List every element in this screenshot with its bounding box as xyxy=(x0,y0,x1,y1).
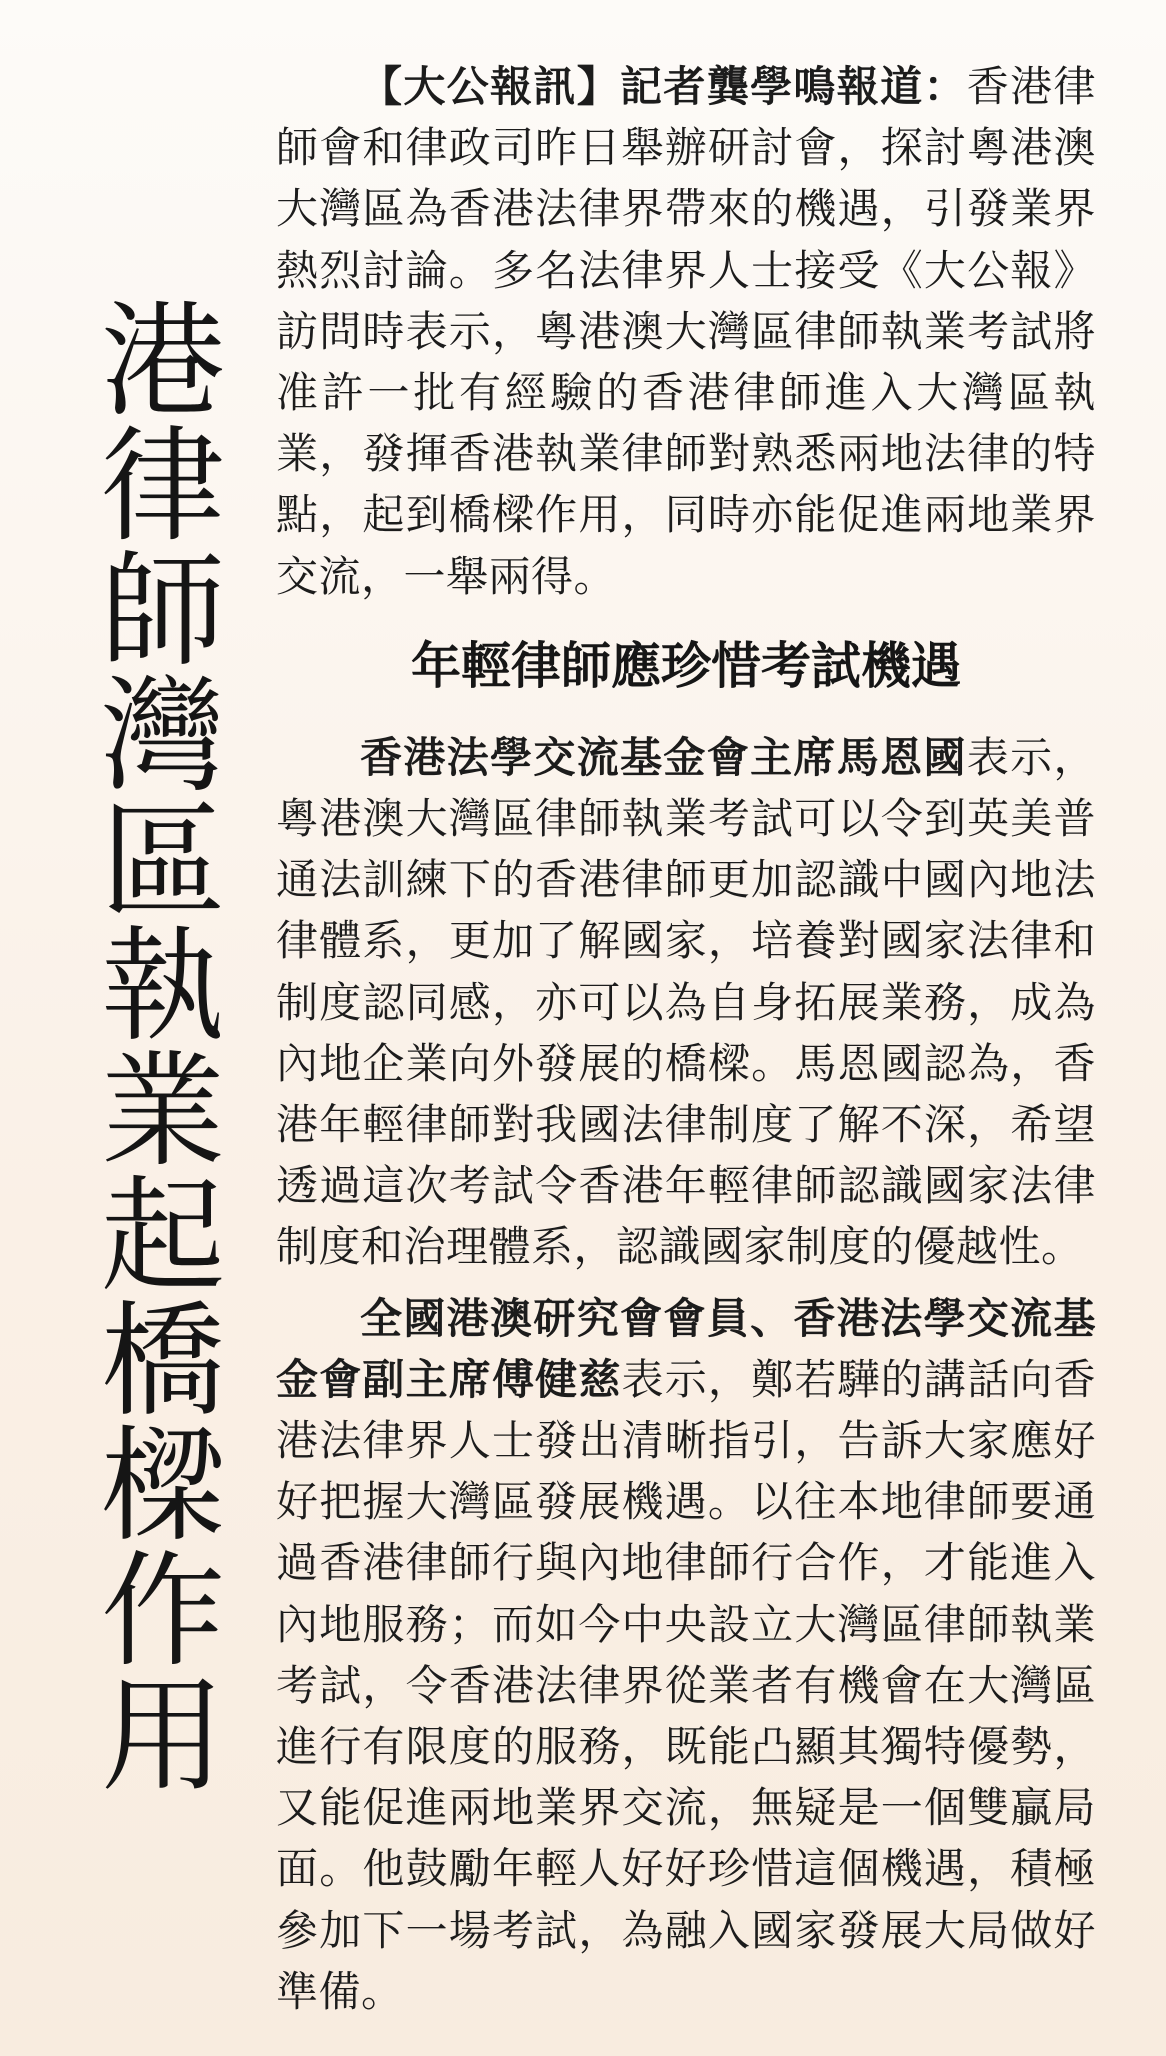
headline-char: 師 xyxy=(100,540,225,684)
headline-char: 樑 xyxy=(100,1415,225,1559)
dateline: 【大公報訊】記者龔學鳴報道： xyxy=(360,62,967,111)
vertical-headline xyxy=(88,290,238,1809)
lead-text: 香港律師會和律政司昨日舉辦研討會，探討粵港澳大灣區為香港法律界帶來的機遇，引發業界熱烈討論。多名法律界人士接受《大公報》訪問時表示，粵港澳大灣區律師執業考試將准許一批有經驗的香港律師進入大灣區執業，發揮香港執業律師對熟悉兩地法律的特點，起到橋樑作用，同時亦能促進兩地業界交流，一舉兩得。 xyxy=(276,62,1096,601)
headline-char: 業 xyxy=(100,1040,225,1184)
subheading: 年輕律師應珍惜考試機遇 xyxy=(411,636,961,695)
paragraph-ma-yan-kwok xyxy=(276,727,1096,1278)
headline-char: 灣 xyxy=(100,665,225,809)
headline-char: 作 xyxy=(100,1540,225,1684)
headline-char: 律 xyxy=(100,415,225,559)
paragraph-text: 表示，鄭若驊的講話向香港法律界人士發出清晰指引，告訴大家應好好把握大灣區發展機遇。以往本地律師要通過香港律師行與內地律師行合作，才能進入內地服務；而如今中央設立大灣區律師執業考試，令香港法律界從業者有機會在大灣區進行有限度的服務，既能凸顯其獨特優勢，又能促進兩地業界交流，無疑是一個雙贏局面。他鼓勵年輕人好好珍惜這個機遇，積極參加下一場考試，為融入國家發展大局做好準備。 xyxy=(276,1354,1096,2016)
headline-char: 起 xyxy=(100,1165,225,1309)
speaker-name: 全國港澳研究會會員、香港法學交流基金會副主席傅健慈 xyxy=(276,1293,1096,1404)
paragraph-fu-kin-chi xyxy=(276,1288,1096,2022)
headline-char: 用 xyxy=(100,1665,225,1809)
paragraph-text: 表示，粵港澳大灣區律師執業考試可以令到英美普通法訓練下的香港律師更加認識中國內地法律體系，更加了解國家，培養對國家法律和制度認同感，亦可以為自身拓展業務，成為內地企業向外發展的橋樑。馬恩國認為，香港年輕律師對我國法律制度了解不深，希望透過這次考試令香港年輕律師認識國家法律制度和治理體系，認識國家制度的優越性。 xyxy=(276,732,1096,1272)
headline-char: 執 xyxy=(100,915,225,1059)
headline-char: 橋 xyxy=(100,1290,225,1434)
speaker-name: 香港法學交流基金會主席馬恩國 xyxy=(360,732,967,782)
headline-char: 港 xyxy=(100,290,225,434)
lead-paragraph xyxy=(276,56,1096,607)
article-body xyxy=(276,56,1096,2022)
headline-char: 區 xyxy=(100,790,225,934)
